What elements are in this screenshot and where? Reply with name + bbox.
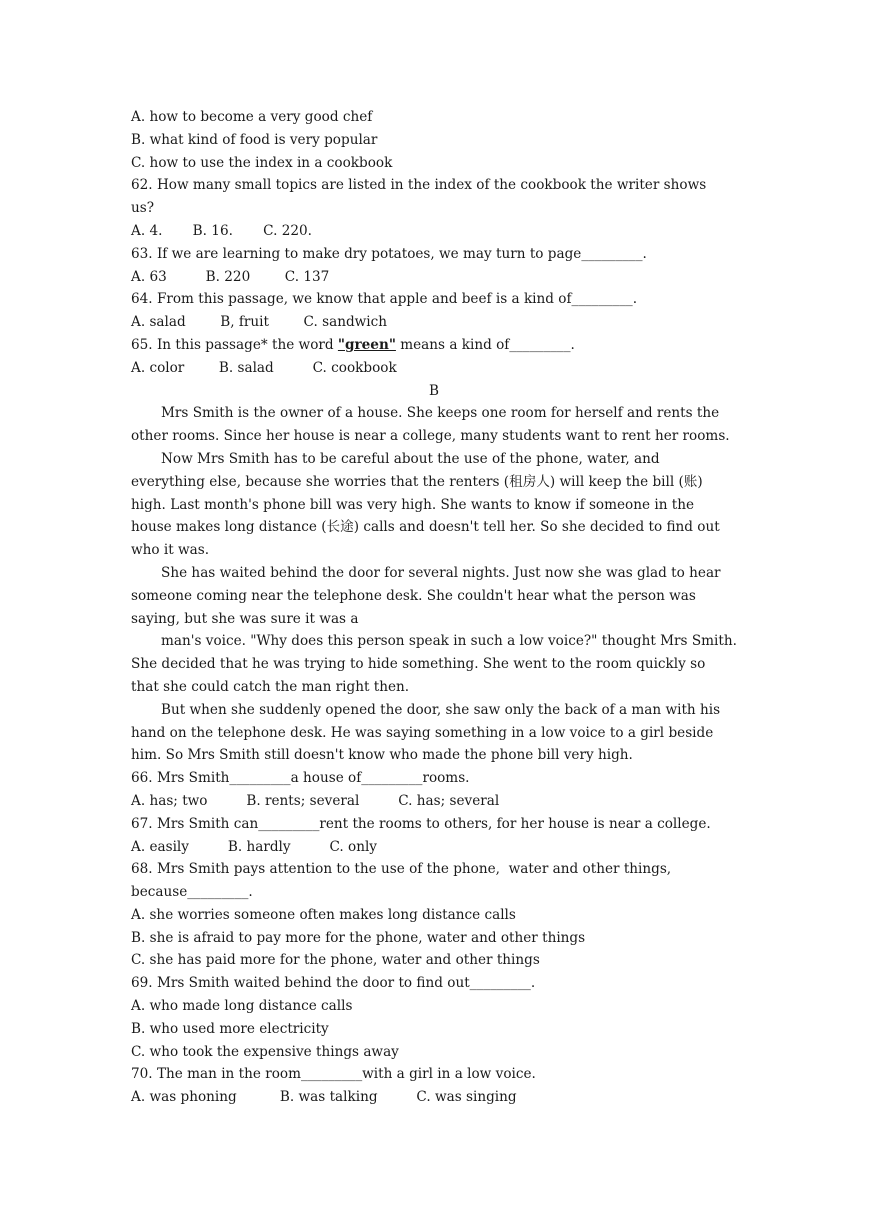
question-69-option-c: C. who took the expensive things away (131, 1043, 399, 1060)
question-64: 64. From this passage, we know that apple and beef is a kind of_________. (131, 291, 638, 308)
question-65-prefix: 65. In this passage* the word (131, 336, 338, 353)
passage-paragraph: But when she suddenly opened the door, she saw only the back of a man with his hand on the telephone desk. He was saying something in a low voice to a girl beside him. So Mrs Smith still doesn't know who made the phone bill very high. (131, 701, 721, 764)
question-68-option-a: A. she worries someone often makes long distance calls (131, 906, 516, 923)
question-62: 62. How many small topics are listed in the index of the cookbook the writer shows (131, 177, 707, 194)
question-62-options: A. 4. B. 16. C. 220. (131, 222, 312, 239)
reading-passage (131, 402, 737, 767)
option-line: A. how to become a very good chef (131, 109, 373, 125)
question-69-option-b: B. who used more electricity (131, 1020, 329, 1037)
question-67: 67. Mrs Smith can_________rent the rooms to others, for her house is near a college. (131, 815, 711, 832)
question-70-options: A. was phoning B. was talking C. was singing (131, 1089, 517, 1106)
passage-paragraph: Mrs Smith is the owner of a house. She keeps one room for herself and rents the other rooms. Since her house is near a college, many students want to rent her rooms. (131, 405, 730, 445)
passage-paragraph: Now Mrs Smith has to be careful about the use of the phone, water, and everything else, because she worries that the renters (租房人) will keep the bill (账) high. Last month's phone bill was very high. She wants to know if someone in the house makes long distance (长途) calls and doesn't tell her. So she decided to find out who it was. (131, 450, 720, 559)
question-69-option-a: A. who made long distance calls (131, 998, 353, 1015)
passage-paragraph: She has waited behind the door for several nights. Just now she was glad to hear someone coming near the telephone desk. She couldn't hear what the person was saying, but she was sure it was a (131, 564, 721, 627)
question-70: 70. The man in the room_________with a girl in a low voice. (131, 1066, 536, 1083)
question-64-options: A. salad B, fruit C. sandwich (131, 314, 388, 331)
question-67-options: A. easily B. hardly C. only (131, 838, 377, 855)
question-62-cont: us? (131, 200, 155, 217)
question-65 (131, 334, 737, 357)
question-66: 66. Mrs Smith_________a house of_________rooms. (131, 770, 470, 787)
question-69: 69. Mrs Smith waited behind the door to find out_________. (131, 975, 536, 992)
question-65-options: A. color B. salad C. cookbook (131, 359, 397, 376)
question-68-option-b: B. she is afraid to pay more for the phone, water and other things (131, 929, 586, 946)
question-68-option-c: C. she has paid more for the phone, water and other things (131, 952, 540, 969)
highlighted-word: "green" (337, 336, 396, 353)
document-page (131, 106, 737, 1109)
question-63: 63. If we are learning to make dry potatoes, we may turn to page_________. (131, 245, 647, 262)
section-label: B (429, 382, 439, 399)
question-65-suffix: means a kind of_________. (395, 336, 575, 353)
question-66-options: A. has; two B. rents; several C. has; several (131, 792, 500, 809)
question-63-options: A. 63 B. 220 C. 137 (131, 268, 330, 285)
question-68-cont: because_________. (131, 884, 253, 901)
passage-paragraph: man's voice. "Why does this person speak in such a low voice?" thought Mrs Smith. She decided that he was trying to hide something. She went to the room quickly so that she could catch the man right then. (131, 633, 737, 695)
question-68: 68. Mrs Smith pays attention to the use of the phone, water and other things, (131, 861, 672, 878)
option-line: C. how to use the index in a cookbook (131, 154, 393, 171)
option-line: B. what kind of food is very popular (131, 131, 378, 148)
